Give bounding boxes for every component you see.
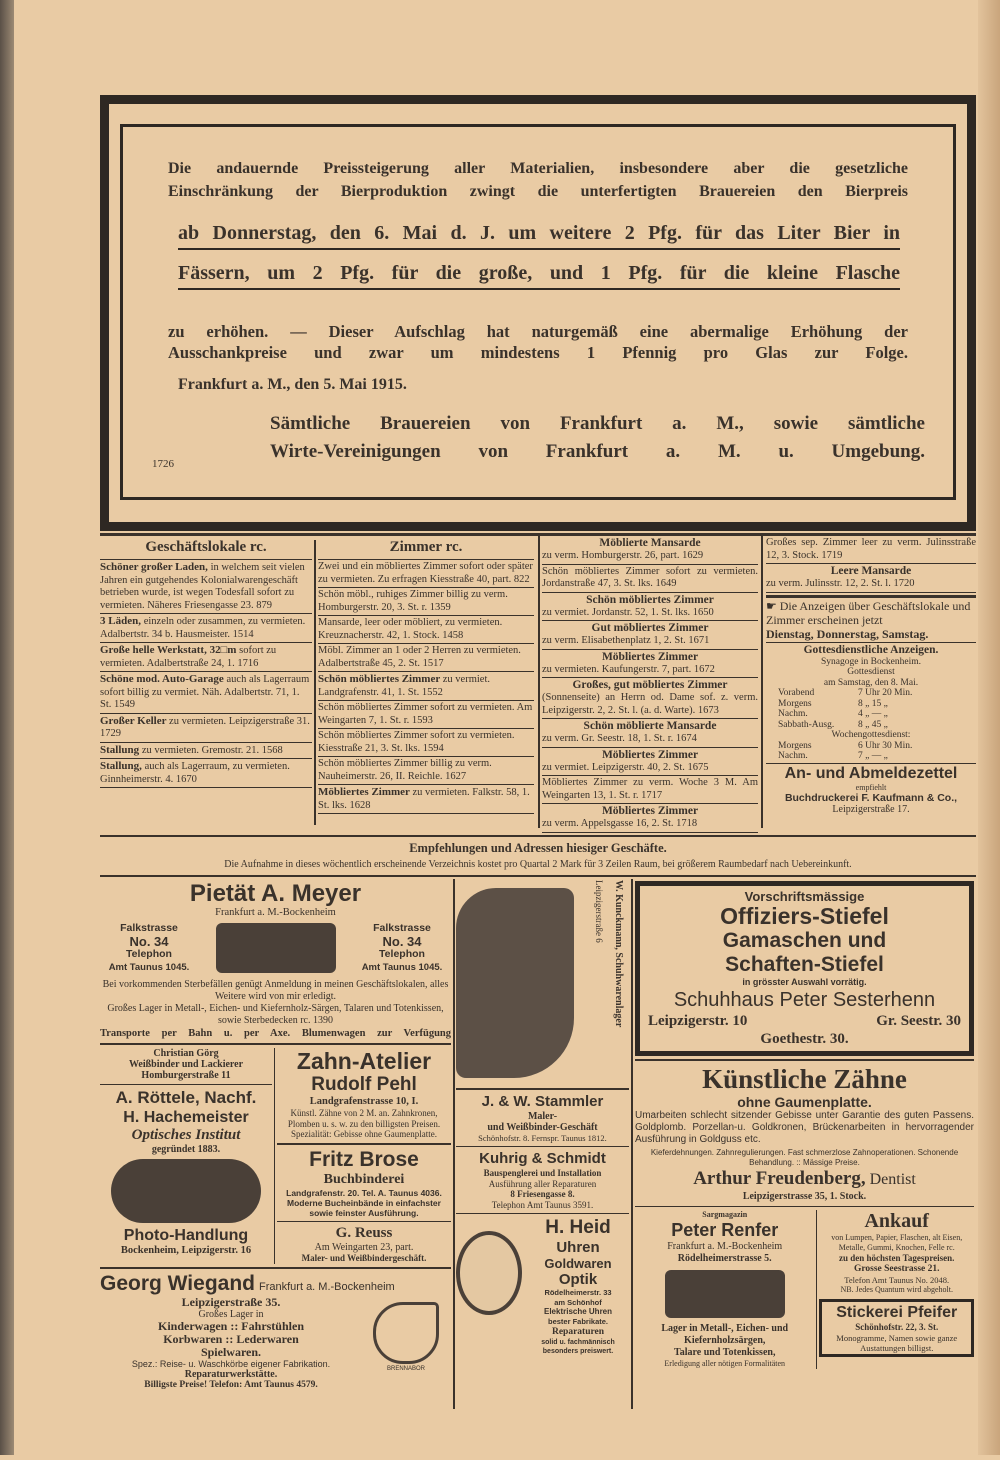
ads-middle-column (456, 880, 629, 1356)
ad-city: Frankfurt a. M.-Bockenheim (215, 907, 336, 918)
column-title: Geschäftslokale rc. (100, 536, 312, 560)
ad-heading: Schön möbliertes Zimmer (586, 593, 714, 606)
binoculars-illustration (111, 1159, 261, 1223)
worship-notice: Gottesdienstliche Anzeigen. Synagoge in Bockenheim. Gottesdienst am Samstag, den 8. Mai. Vorabend 7 Uhr 20 Min. Morgens 8 „ 15 „ Nachm. 4 „ — „ Sabbath-Ausg. 8 „ 45 „ Wochengottesdienst: Morgens 6 Uhr 30 Min. Nachm. 7 „ — „ (766, 643, 976, 764)
ad-text: Mansarde, leer oder möbliert, zu vermieten. Kreuznacherstr. 42, 1. Stock. 1458 (318, 617, 503, 641)
ad-pehl: Zahn-Atelier Rudolf Pehl Landgrafenstrasse 10, I. Künstl. Zähne von 2 M. an. Zahnkronen, Plomben u. s. w. zu den billigsten Preisen. Spezialität: Gebisse ohne Gaumenplatte. (287, 1048, 441, 1139)
notice-signature: Wirte-Vereinigungen von Frankfurt a. M. u. Umgebung. (270, 441, 925, 462)
coffin-illustration (216, 923, 336, 973)
ad-heading: Möbliertes Zimmer (601, 805, 699, 817)
ad-heading: Schöne mod. Auto-Garage (100, 673, 224, 685)
ad-heading: Stallung, (100, 760, 142, 772)
ad-text: Schön möbliertes Zimmer billig zu verm. Nauheimerstr. 26, II. Reichle. 1627 (318, 758, 492, 782)
ad-text: zu vermiet. Landgrafenstr. 41, 1. St. 1552 (318, 674, 490, 698)
ad-heading: Großes, gut möbliertes Zimmer (572, 679, 728, 691)
ad-stammler: J. & W. Stammler Maler- und Weißbinder-Geschäft Schönhofstr. 8. Fernspr. Taunus 1812. (478, 1093, 607, 1143)
ad-heading: Großer Keller (100, 714, 167, 727)
ad-heading: Gut möbliertes Zimmer (591, 622, 709, 634)
ad-kuhrig: Kuhrig & Schmidt Bauspenglerei und Installation Ausführung aller Reparaturen 8 Friesengasse 8. Telephon Amt Taunus 3591. (479, 1150, 606, 1210)
ad-text: zu verm. Elisabethenplatz 1, 2. St. 1671 (542, 635, 710, 646)
ad-text: auch als Lagerraum sofort billig zu vermiet. Näh. Adalbertstr. 71, 1. St. 1549 (100, 674, 310, 710)
ad-text: in welchem seit vielen Jahren ein gutgehendes Kolonialwarengeschäft betrieben wurde, ist wegen Todesfall sofort zu vermieten. Näheres Friesengasse 23. 879 (100, 562, 305, 611)
ad-reuss: G. Reuss Am Weingarten 23, part. Maler- und Weißbindergeschäft. (301, 1224, 427, 1263)
ad-heading: Stallung (100, 743, 140, 756)
ad-freudenberg: Künstliche Zähne ohne Gaumenplatte. Umarbeiten schlecht sitzender Gebisse unter Garantie des guten Passens. Goldplomb. Porzellan-u. Goldkronen, Brückenarbeiten in hervorragender Ausführung in Goldguss etc. Kieferdehnungen. Zahnregulierungen. Fast schmerzlose Zahnoperationen. Schonende Behandlung. :: Mässige Preise. Arthur Freudenberg, Dentist Leipzigerstrasse 35, 1. Stock. (635, 1064, 974, 1202)
notice-headline: Fässern, um 2 Pfg. für die große, und 1 Pfg. für die kleine Flasche (178, 262, 900, 290)
divider (100, 835, 976, 837)
ad-text: einzeln oder zusammen, zu vermieten. Adalbertstr. 34 b. Hausmeister. 1514 (100, 616, 306, 640)
ads-right-column (635, 881, 974, 1369)
ad-heading: Möblierte Mansarde (599, 537, 701, 549)
ad-text: Bei vorkommenden Sterbefällen genügt Anmeldung in meinen Geschäftslokalen, alles Weitere wird von mir erledigt. (102, 979, 449, 1002)
ad-text: Möbl. Zimmer an 1 oder 2 Herren zu vermieten. Adalbertstraße 45, 2. St. 1517 (318, 645, 521, 669)
ad-text: Schön möbliertes Zimmer sofort zu vermieten. Kiesstraße 21, 3. St. lks. 1594 (318, 730, 515, 754)
ad-shoe-address: Leipzigerstraße 6 (594, 880, 604, 943)
worship-row: Vorabend 7 Uhr 20 Min. (778, 688, 913, 698)
brand-label: BRENNABOR (386, 1365, 425, 1372)
ad-shoe: W. Kunckmann, Schuhwarenlager (613, 880, 624, 1028)
ad-goerg: Christian Görg Weißbinder und Lackierer Homburgerstraße 11 (128, 1048, 244, 1081)
worship-row: Morgens 8 „ 15 „ (778, 698, 888, 709)
worship-row: Nachm. 7 „ — „ (778, 751, 888, 761)
notice-dateline: Frankfurt a. M., den 5. Mai 1915. (178, 376, 407, 393)
notice-line: Einschränkung der Bierproduktion zwingt die unterfertigten Brauereien den Bierpreis (168, 183, 908, 200)
ad-brose: Fritz Brose Buchbinderei Landgrafenstr. 20. Tel. A. Taunus 4036. Moderne Bucheinbände in einfachster sowie feinster Ausführung. (286, 1147, 442, 1218)
ad-renfer: Sargmagazin Peter Renfer Frankfurt a. M.-Bockenheim Rödelheimerstrasse 5. Lager in Metall-, Eichen- und Kiefernholzsärgen, Talare und Totenkissen, Erledigung aller nötigen Formalitäten (661, 1210, 789, 1368)
ad-text: Großes sep. Zimmer leer zu verm. Julinsstraße 12, 3. Stock. 1719 (766, 537, 976, 561)
pram-illustration (373, 1302, 439, 1364)
ad-roettele: A. Röttele, Nachf. H. Hachemeister Optisches Institut gegründet 1883. (115, 1088, 257, 1155)
ad-text: zu verm. Julinsstr. 12, 2. St. l. 1720 (766, 578, 915, 589)
boot-illustration (456, 888, 574, 1078)
notice-number: 1726 (152, 458, 174, 470)
ad-zettel: An- und Abmeldezettel empfiehlt Buchdruckerei F. Kaufmann & Co., Leipzigerstraße 17. (784, 764, 958, 815)
ad-heading: Schön möblierte Mansarde (583, 720, 717, 732)
ad-text: zu vermieten. Falkstr. 58, 1. St. lks. 1628 (318, 787, 530, 811)
directory-subtitle: Die Aufnahme in dieses wöchentlich erscheinende Verzeichnis kostet pro Quartal 2 Mark für 3 Zeilen Raum, bei größerem Raumbedarf nach Uebereinkunft. (224, 859, 852, 870)
ad-meyer (100, 880, 451, 1040)
ad-heid: H. Heid Uhren Goldwaren Optik Rödelheimerstr. 33 am Schönhof Elektrische Uhren bester Fabrikate. Reparaturen solid u. fachmännisch besonders preiswert. (541, 1217, 615, 1355)
ad-text: (Sonnenseite) an Herrn od. Dame sof. z. verm. Leipzigerstr. 2, 2. St. l. (a. d. Warte). 1673 (542, 692, 758, 716)
ad-photo: Photo-Handlung Bockenheim, Leipzigerstr. 16 (120, 1227, 252, 1256)
ad-address-right: Falkstrasse No. 34 Telephon Amt Taunus 1045. (361, 922, 443, 973)
ad-text: Zwei und ein möbliertes Zimmer sofort oder später zu vermieten. Zu erfragen Kiesstraße 40, part. 822 (318, 561, 533, 585)
notice-line: zu erhöhen. — Dieser Aufschlag hat naturgemäß eine abermalige Erhöhung der (168, 322, 908, 341)
worship-row: Sabbath-Ausg. 8 „ 45 „ (778, 719, 888, 730)
ad-text: Schön möbliertes Zimmer sofort zu vermieten. Am Weingarten 7, 1. St. r. 1593 (318, 702, 533, 726)
ad-text: zu vermiet. Leipzigerstr. 40, 2. St. 1675 (542, 761, 709, 773)
ad-title: Pietät A. Meyer (189, 880, 362, 907)
column-title: Zimmer rc. (318, 536, 534, 560)
worship-row: Morgens 6 Uhr 30 Min. (778, 740, 913, 751)
ad-text: Möbliertes Zimmer zu verm. Woche 3 M. Am Weingarten 13, 1. St. r. 1717 (542, 777, 758, 801)
ad-text: zu verm. Appelsgasse 16, 2. St. 1718 (542, 818, 698, 829)
notice-signature: Sämtliche Brauereien von Frankfurt a. M., sowie sämtliche (270, 413, 925, 434)
ad-text: zu vermieten. Leipzigerstraße 31. 1729 (100, 715, 310, 739)
ad-text: zu vermieten. Kaufungerstr. 7, part. 1672 (542, 663, 715, 675)
ad-text: auch als Lagerraum, zu vermieten. Ginnheimerstr. 4. 1670 (100, 761, 290, 785)
divider (100, 875, 976, 877)
pocket-watch-illustration (456, 1231, 522, 1315)
ad-heading: Möbliertes Zimmer (601, 748, 699, 761)
ad-heading: Schöner großer Laden, (100, 561, 208, 573)
ad-heading: Schön möbliertes Zimmer (318, 673, 441, 685)
notice-schedule: ☛ Die Anzeigen über Geschäftslokale und Zimmer erscheinen jetzt Dienstag, Donnerstag, Samstag. (766, 595, 976, 643)
directory-title: Empfehlungen und Adressen hiesiger Geschäfte. (409, 841, 667, 855)
ad-ankauf: Ankauf von Lumpen, Papier, Flaschen, alt Eisen, Metalle, Gummi, Knochen, Felle rc. zu den höchsten Tagespreisen. Grosse Seestrasse 21. Telefon Amt Taunus No. 2048. NB. Jedes Quantum wird abgeholt. (831, 1210, 963, 1294)
ad-heading: Möbliertes Zimmer (318, 786, 410, 798)
ads-left-column (100, 880, 451, 1391)
worship-row: Nachm. 4 „ — „ (778, 709, 888, 719)
ad-text: zu verm. Gr. Seestr. 18, 1. St. r. 1674 (542, 733, 697, 744)
ad-pfeifer: Stickerei Pfeifer Schönhofstr. 22, 3. St. Monogramme, Namen sowie ganze Austattungen billigst. (819, 1299, 974, 1357)
ad-wiegand: Georg Wiegand Frankfurt a. M.-Bockenheim Leipzigerstraße 35. Großes Lager in Kinderwagen :: Fahrstühlen Korbwaren :: Lederwaren Spielwaren. Spez.: Reise- u. Waschkörbe eigener Fabrikation. Reparaturwerkstätte. Billigste Preise! Telefon: Amt Taunus 4579. BRENNABOR (100, 1272, 451, 1392)
ad-text: zu vermiet. Jordanstr. 52, 1. St. lks. 1650 (542, 606, 714, 618)
ad-text: Schön möbl., ruhiges Zimmer billig zu verm. Homburgerstr. 20, 3. St. r. 1359 (318, 589, 508, 613)
ad-address-left: Falkstrasse No. 34 Telephon Amt Taunus 1045. (108, 922, 190, 973)
ad-heading: Leere Mansarde (830, 565, 912, 577)
ad-text: zu vermieten. Gremostr. 21. 1568 (141, 744, 283, 756)
ad-text: Transporte per Bahn u. per Axe. Blumenwagen zur Verfügung (100, 1028, 451, 1039)
notice-headline: ab Donnerstag, den 6. Mai d. J. um weitere 2 Pfg. für das Liter Bier in (178, 222, 900, 250)
notice-line: Die andauernde Preissteigerung aller Materialien, insbesondere aber die gesetzliche (168, 160, 908, 177)
ad-heading: Große helle Werkstatt, 32□m (100, 644, 237, 656)
ad-number: 1390 (312, 1015, 333, 1026)
notice-line: Ausschankpreise und zwar um mindestens 1 Pfennig pro Glas zur Folge. (168, 343, 908, 362)
ad-text: Schön möbliertes Zimmer sofort zu vermieten. Jordanstraße 47, 3. St. lks. 1649 (542, 565, 758, 589)
ad-text-stock: Großes Lager in Metall-, Eichen- und Kiefernholz-Särgen, Talaren und Totenkissen, sowie Sterbedecken rc. 1390 (107, 1003, 444, 1026)
ad-text: sofort zu vermieten. Adalbertstraße 24, 1. 1716 (100, 645, 277, 669)
ad-heading: Möbliertes Zimmer (601, 650, 699, 663)
pointing-hand-icon: ☛ (766, 598, 777, 613)
ad-text: zu verm. Homburgerstr. 26, part. 1629 (542, 550, 704, 561)
ad-heading: 3 Läden, (100, 615, 141, 627)
coffin-illustration (665, 1270, 785, 1318)
ad-sesterhenn: Vorschriftsmässige Offiziers-Stiefel Gamaschen und Schaften-Stiefel in grösster Auswahl vorrätig. Schuhhaus Peter Sesterhenn Leipzigerstr. 10 Gr. Seestr. 30 Goethestr. 30. (635, 881, 974, 1056)
